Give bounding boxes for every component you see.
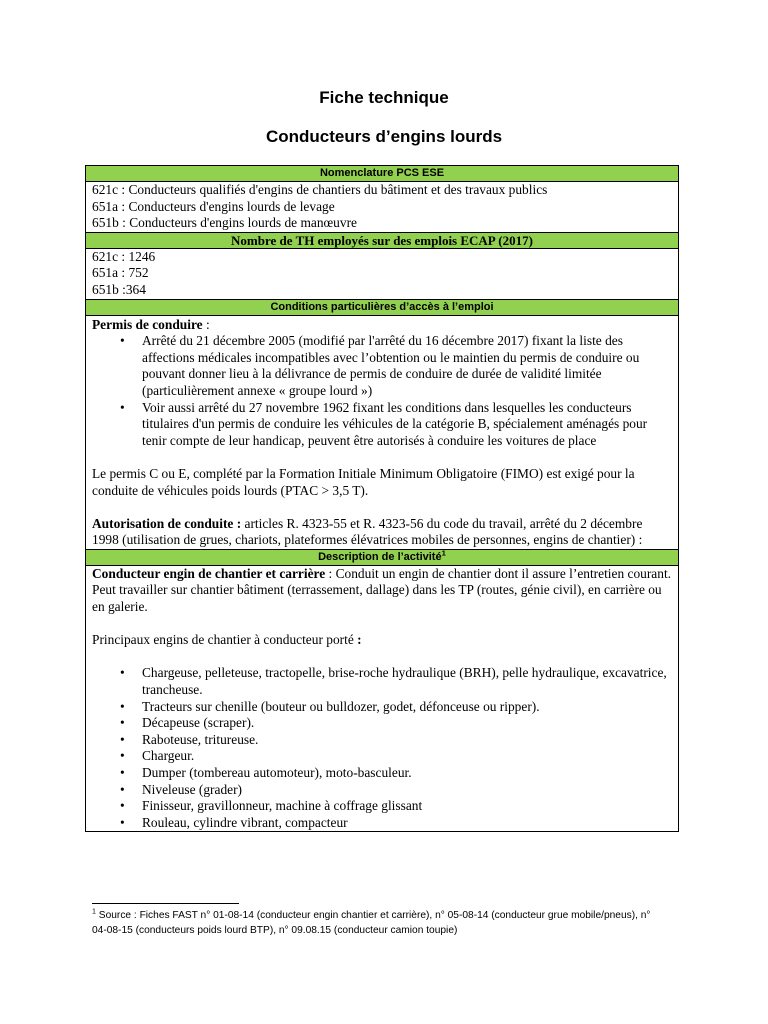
employees-header: Nombre de TH employés sur des emplois ECAP (2017)	[86, 232, 679, 248]
engins-list	[92, 665, 672, 831]
nomenclature-line: 651a : Conducteurs d'engins lourds de levage	[92, 198, 335, 214]
permis-bullet-text: Arrêté du 21 décembre 2005 (modifié par l'arrêté du 16 décembre 2017) fixant la liste des affections médicales incompatibles avec l’obtention ou le maintien du permis de conduire ou pouvant donner lieu à la délivrance de permis de conduire de durée de validité limitée (particulièrement annexe « groupe lourd »)	[142, 333, 640, 398]
footnote-separator	[92, 903, 239, 904]
employees-line: 651b :364	[92, 281, 146, 297]
conditions-body	[86, 315, 679, 549]
nomenclature-line: 621c : Conducteurs qualifiés d'engins de chantiers du bâtiment et des travaux publics	[92, 182, 548, 197]
engin-item	[92, 782, 672, 799]
engin-item-text: Dumper (tombereau automoteur), moto-basculeur.	[142, 765, 412, 780]
engin-item-text: Finisseur, gravillonneur, machine à coffrage glissant	[142, 798, 423, 814]
bullet-icon: •	[120, 798, 125, 814]
page-subtitle: Conducteurs d’engins lourds	[265, 127, 503, 146]
employees-line: 621c : 1246	[92, 248, 156, 264]
bullet-icon: •	[120, 781, 125, 797]
bullet-icon: •	[120, 665, 125, 681]
permis-c-text: Le permis C ou E, complété par la Formation Initiale Minimum Obligatoire (FIMO) est exigé pour la conduite de véhicules poids lourds (PTAC > 3,5 T).	[92, 465, 635, 498]
engin-item-text: Décapeuse (scraper).	[142, 715, 255, 731]
role-text: : Conduit un engin de chantier dont il assure l’entretien courant. Peut travailler sur chantier bâtiment (terrassement, dallage) dans les TP (routes, génie civil), en carrière ou en galerie.	[92, 565, 672, 615]
bullet-icon: •	[120, 333, 125, 349]
autorisation-label: Autorisation de conduite :	[92, 515, 242, 531]
permis-bullet	[92, 333, 672, 399]
description-header	[86, 549, 679, 565]
autorisation-paragraph	[92, 516, 672, 549]
engin-item	[92, 765, 672, 782]
permis-label: Permis de conduire	[92, 316, 203, 332]
engin-item	[92, 665, 672, 698]
employees-body	[86, 248, 679, 299]
engin-item-text: Raboteuse, tritureuse.	[142, 731, 259, 747]
permis-suffix: :	[202, 316, 210, 332]
bullet-icon: •	[120, 765, 125, 780]
permis-heading	[92, 317, 672, 334]
bullet-icon: •	[120, 698, 125, 714]
permis-list	[92, 333, 672, 449]
engins-intro-suffix: :	[353, 632, 362, 648]
engin-item-text: Rouleau, cylindre vibrant, compacteur	[142, 814, 348, 830]
permis-bullet-text: Voir aussi arrêté du 27 novembre 1962 fixant les conditions dans lesquelles les conducteurs titulaires d'un permis de conduire les véhicules de la catégorie B, spécialement aménagés pour tenir compte de leur handicap, peuvent être autorisés à conduire les voitures de place	[142, 399, 648, 448]
nomenclature-body	[86, 182, 679, 233]
page-title: Fiche technique	[319, 88, 449, 107]
engin-item-text: Chargeur.	[142, 748, 195, 764]
bullet-icon: •	[120, 715, 125, 731]
autorisation-text: articles R. 4323-55 et R. 4323-56 du code du travail, arrêté du 2 décembre 1998 (utilisation de grues, chariots, plateformes élévatrices mobiles de personnes, engins de chantier) :	[92, 515, 643, 548]
engins-intro: Principaux engins de chantier à conducteur porté	[92, 632, 354, 648]
engins-intro-paragraph	[92, 632, 672, 649]
engin-item-text: Niveleuse (grader)	[142, 781, 243, 797]
engin-item-text: Tracteurs sur chenille (bouteur ou bulldozer, godet, défonceuse ou ripper).	[142, 698, 540, 714]
employees-line: 651a : 752	[92, 265, 149, 281]
footnote	[92, 908, 652, 938]
footnote-mark: 1	[92, 907, 96, 916]
nomenclature-line: 651b : Conducteurs d'engins lourds de manœuvre	[92, 215, 357, 231]
bullet-icon: •	[120, 399, 125, 415]
role-paragraph	[92, 566, 672, 616]
engin-item	[92, 815, 672, 832]
bullet-icon: •	[120, 731, 125, 747]
description-header-label: Description de l’activité	[318, 550, 442, 563]
conditions-header: Conditions particulières d’accès à l’emploi	[86, 299, 679, 315]
engin-item	[92, 748, 672, 765]
description-body	[86, 565, 679, 832]
bullet-icon: •	[120, 814, 125, 830]
role-label: Conducteur engin de chantier et carrière	[92, 565, 326, 581]
engin-item	[92, 732, 672, 749]
bullet-icon: •	[120, 748, 125, 764]
footnote-text: Source : Fiches FAST n° 01-08-14 (conducteur engin chantier et carrière), n° 05-08-14 (conducteur grue mobile/pneus), n° 04-08-15 (conducteurs poids lourd BTP), n° 09.08.15 (conducteur camion toupie)	[92, 910, 651, 936]
engin-item	[92, 715, 672, 732]
permis-bullet	[92, 400, 672, 450]
footnote-ref: 1	[441, 548, 446, 558]
technical-sheet-table	[85, 165, 679, 832]
nomenclature-header: Nomenclature PCS ESE	[86, 166, 679, 182]
engin-item-text: Chargeuse, pelleteuse, tractopelle, brise-roche hydraulique (BRH), pelle hydraulique, excavatrice, trancheuse.	[142, 665, 667, 698]
engin-item	[92, 798, 672, 815]
engin-item	[92, 699, 672, 716]
